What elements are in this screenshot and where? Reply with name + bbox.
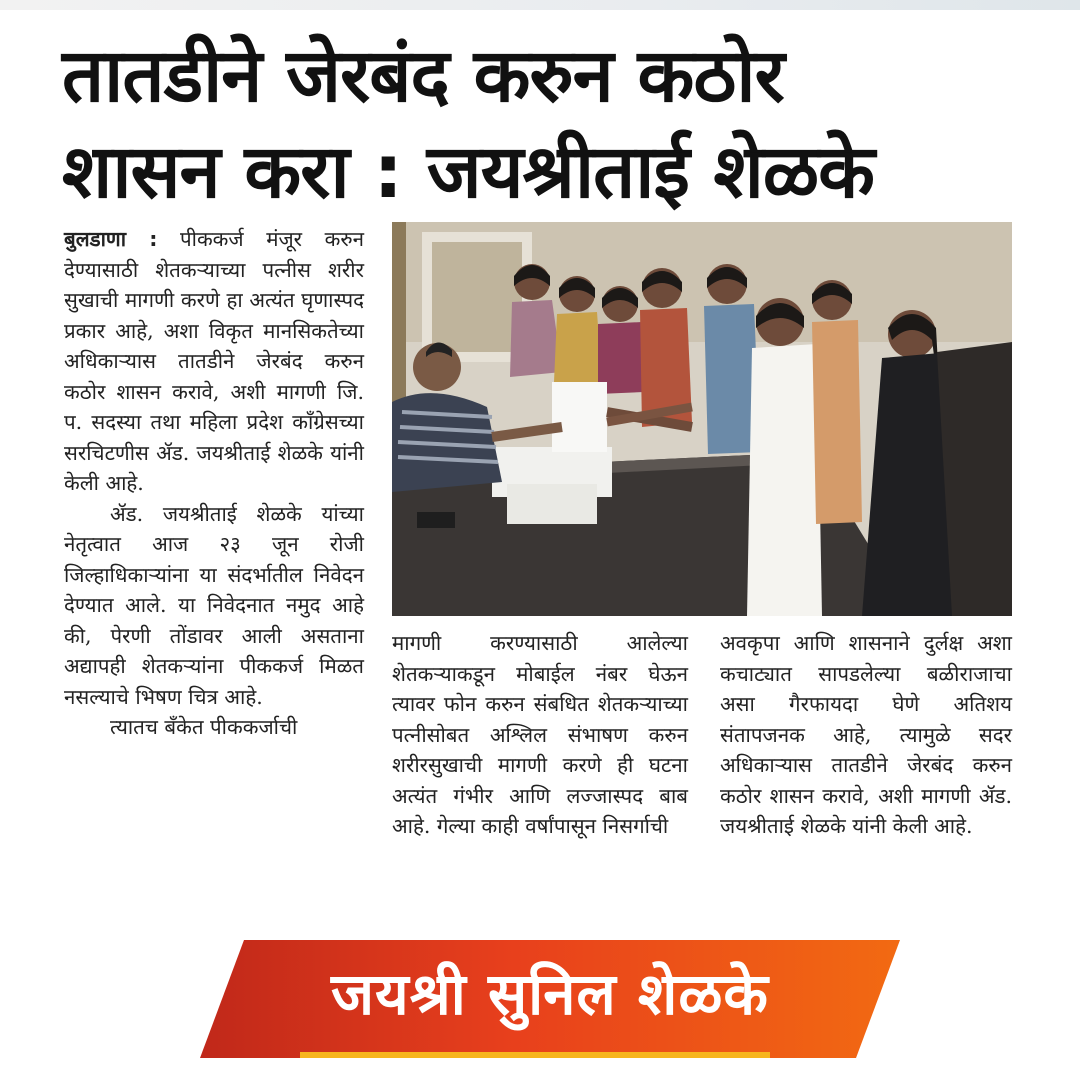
- column-3-text: अवकृपा आणि शासनाने दुर्लक्ष अशा कचाट्यात सापडलेल्या बळीराजाचा असा गैरफायदा घेणे अतिशय संतापजनक आहे, त्यामुळे सदर अधिकाऱ्यास तातडीने जेरबंद करुन कठोर शासन करावे, अशी मागणी ॲड. जयश्रीताई शेळके यांनी केली आहे.: [720, 631, 1012, 838]
- article-paragraph-2: ॲड. जयश्रीताई शेळके यांच्या नेतृत्वात आज २३ जून रोजी जिल्हाधिकाऱ्यांना या संदर्भातील निवेदन देण्यात आले. या निवेदनात नमुद आहे की, पेरणी तोंडावर आली असताना अद्यापही शेतकऱ्यांना पीककर्ज मिळत नसल्याचे भिषण चित्र आहे.: [64, 501, 364, 709]
- article-column-1: [64, 224, 364, 743]
- banner-underline: [300, 1052, 770, 1058]
- paragraph-1-text: पीककर्ज मंजूर करुन देण्यासाठी शेतकऱ्याच्या पत्नीस शरीर सुखाची मागणी करणे हा अत्यंत घृणास्पद प्रकार आहे, अशा विकृत मानसिकतेच्या अधिकाऱ्यास तातडीने जेरबंद करुन कठोर शासन करावे, अशी मागणी जि. प. सदस्या तथा महिला प्रदेश काँग्रेसच्या सरचिटणीस ॲड. जयश्रीताई शेळके यांनी केली आहे.: [64, 227, 364, 495]
- news-photo: [392, 222, 1012, 616]
- column-2-text: मागणी करण्यासाठी आलेल्या शेतकऱ्याकडून मोबाईल नंबर घेऊन त्यावर फोन करुन संबधित शेतकऱ्याच्या पत्नीसोबत अश्लिल संभाषण करुन शरीरसुखाची मागणी करणे ही घटना अत्यंत गंभीर आणि लज्जास्पद बाब आहे. गेल्या काही वर्षांपासून निसर्गाची: [392, 631, 688, 838]
- article-column-2: [392, 628, 688, 842]
- article-paragraph-1: [64, 224, 364, 499]
- group-photo-icon: [392, 222, 1012, 616]
- top-strip: [0, 0, 1080, 10]
- dateline: बुलडाणा :: [64, 227, 158, 251]
- name-banner: [200, 940, 900, 1058]
- article-column-3: [720, 628, 1012, 842]
- article-paragraph-3: त्यातच बँकेत पीककर्जाची: [110, 715, 298, 739]
- headline: [62, 28, 1062, 220]
- headline-line-1: तातडीने जेरबंद करुन कठोर: [62, 33, 784, 119]
- headline-line-2: शासन करा : जयश्रीताई शेळके: [62, 129, 874, 215]
- banner-name: जयश्री सुनिल शेळके: [331, 960, 769, 1028]
